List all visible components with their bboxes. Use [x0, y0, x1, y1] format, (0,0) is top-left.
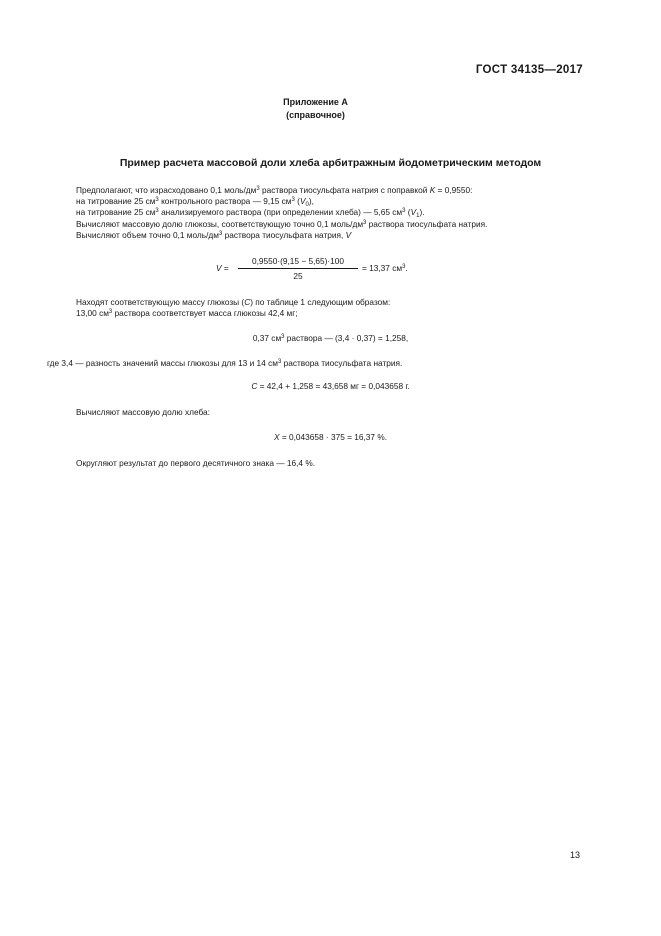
paragraph-conditions	[76, 185, 487, 241]
text-line: Предполагают, что израсходовано 0,1 моль/$дм^3$ раствора тиосульфата натрия с поправкой K = 0,9550:	[76, 185, 473, 195]
formula-mass: 0,37 $см^3$ раствора — (3,4 · 0,37) = 1,258,	[252, 333, 409, 343]
calc-label: Вычисляют массовую долю хлеба:	[76, 407, 210, 417]
fraction-denominator: 25	[293, 271, 303, 281]
text-line: 13,00 $см^3$ раствора соответствует масса глюкозы 42,4 мг;	[76, 308, 298, 319]
formula-c: C = 42,4 + 1,258 = 43,658 мг = 0,043658 г.	[251, 381, 410, 391]
formula-lhs: V =	[216, 263, 229, 273]
fraction-bar	[238, 268, 358, 269]
appendix-title: Приложение А	[283, 97, 348, 107]
standard-number: ГОСТ 34135—2017	[475, 64, 583, 76]
appendix-heading	[0, 96, 631, 122]
text-line: Находят соответствующую массу глюкозы (C) по таблице 1 следующим образом:	[76, 297, 391, 307]
text-line: Вычисляют массовую долю глюкозы, соответствующую точно 0,1 моль/$дм^3$ раствора тиосульфата натрия.	[76, 218, 488, 229]
formula-result: = 13,37 $см^3$.	[362, 263, 408, 273]
paragraph-glucose	[76, 297, 390, 319]
fraction-numerator: 0,9550·(9,15 − 5,65)·100	[251, 256, 345, 266]
formula-x: X = 0,043658 · 375 = 16,37 %.	[273, 432, 388, 442]
text-line: на титрование 25 $см^3$ анализируемого раствора (при определении хлеба) — 5,65 $см^3$ $(V_1)$.	[76, 207, 425, 220]
where-explanation: где 3,4 — разность значений массы глюкозы для 13 и 14 $см^3$ раствора тиосульфата натрия.	[47, 358, 403, 368]
text-line: на титрование 25 $см^3$ контрольного раствора — 9,15 $см^3$ $(V_0)$,	[76, 196, 314, 209]
page-number: 13	[570, 850, 581, 860]
appendix-note: (справочное)	[286, 110, 345, 120]
section-title: Пример расчета массовой доли хлеба арбитражным йодометрическим методом	[119, 157, 542, 169]
text-line: Вычисляют объем точно 0,1 моль/$дм^3$ раствора тиосульфата натрия, V	[76, 229, 352, 240]
rounding-note: Округляют результат до первого десятичного знака — 16,4 %.	[76, 458, 316, 468]
